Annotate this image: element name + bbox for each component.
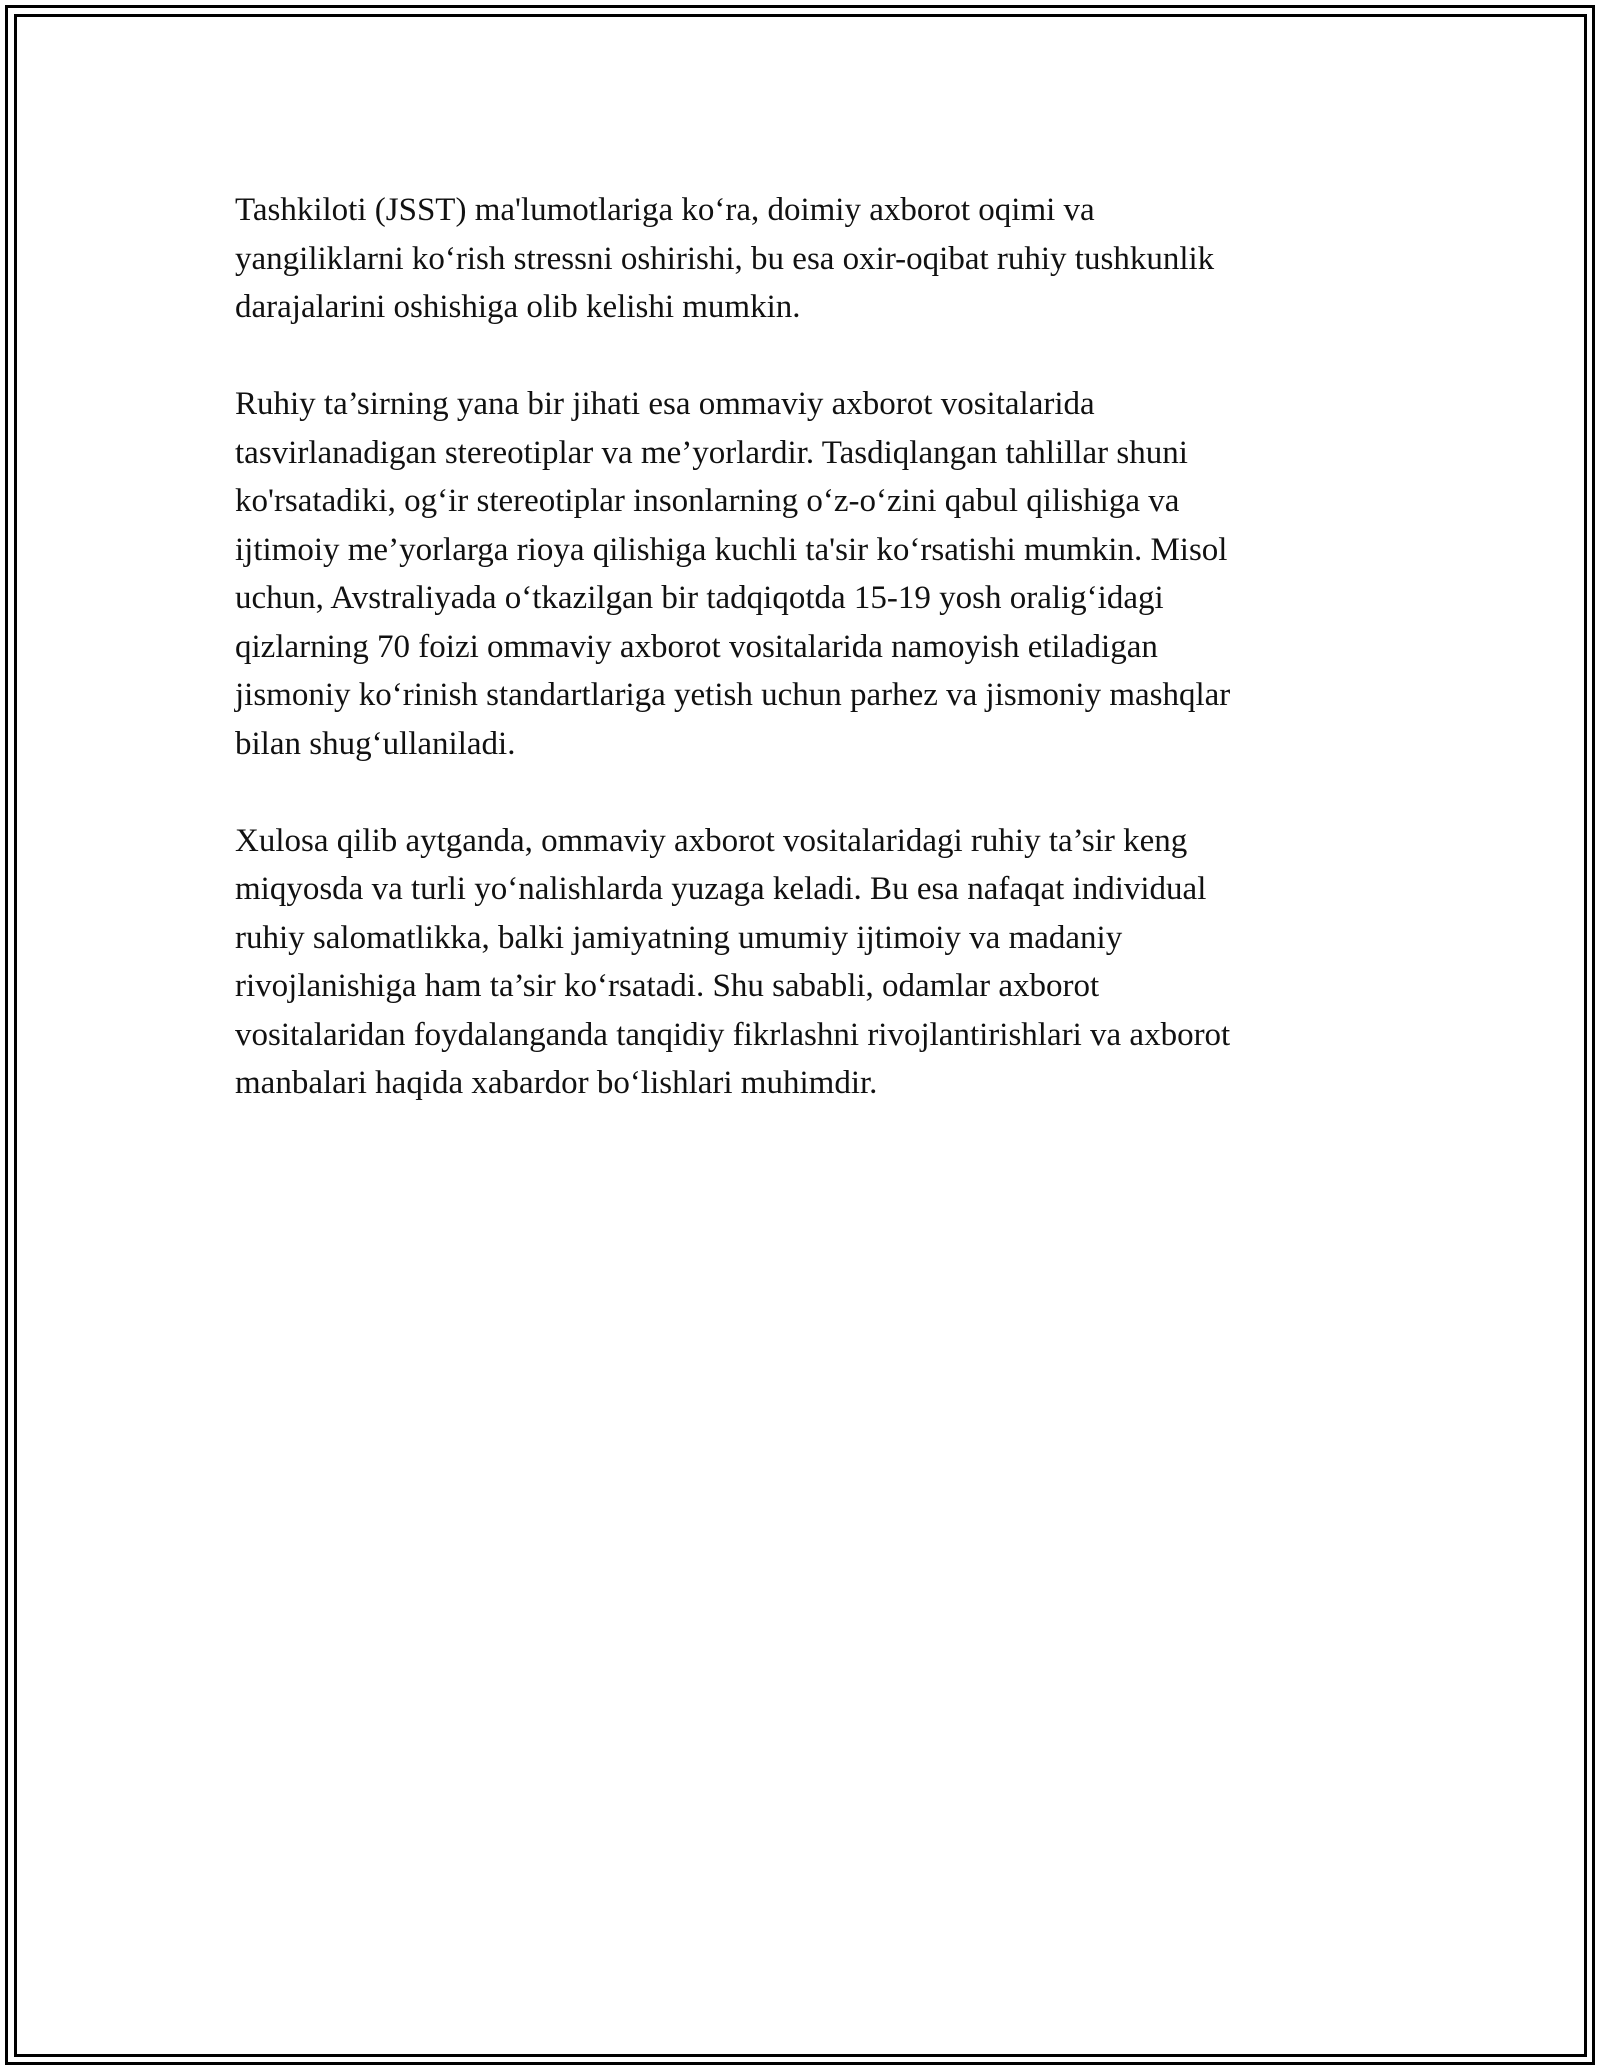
- document-body: [235, 186, 1365, 1156]
- paragraph-2: Ruhiy ta’sirning yana bir jihati esa ommaviy axborot vositalarida tasvirlanadigan stereotiplar va me’yorlardir. Tasdiqlangan tahlillar shuni ko'rsatadiki, og‘ir stereotiplar insonlarning o‘z-o‘zini qabul qilishiga va ijtimoiy me’yorlarga rioya qilishiga kuchli ta'sir ko‘rsatishi mumkin. Misol uchun, Avstraliyada o‘tkazilgan bir tadqiqotda 15-19 yosh oralig‘idagi qizlarning 70 foizi ommaviy axborot vositalarida namoyish etiladigan jismoniy ko‘rinish standartlariga yetish uchun parhez va jismoniy mashqlar bilan shug‘ullaniladi.: [235, 386, 1231, 762]
- paragraph-3: Xulosa qilib aytganda, ommaviy axborot vositalaridagi ruhiy ta’sir keng miqyosda va turli yo‘nalishlarda yuzaga keladi. Bu esa nafaqat individual ruhiy salomatlikka, balki jamiyatning umumiy ijtimoiy va madaniy rivojlanishiga ham ta’sir ko‘rsatadi. Shu sababli, odamlar axborot vositalaridan foydalanganda tanqidiy fikrlashni rivojlantirishlari va axborot manbalari haqida xabardor bo‘lishlari muhimdir.: [235, 822, 1231, 1101]
- paragraph-1: Tashkiloti (JSST) ma'lumotlariga ko‘ra, doimiy axborot oqimi va yangiliklarni ko‘rish stressni oshirishi, bu esa oxir-oqibat ruhiy tushkunlik darajalarini oshishiga olib kelishi mumkin.: [235, 192, 1215, 325]
